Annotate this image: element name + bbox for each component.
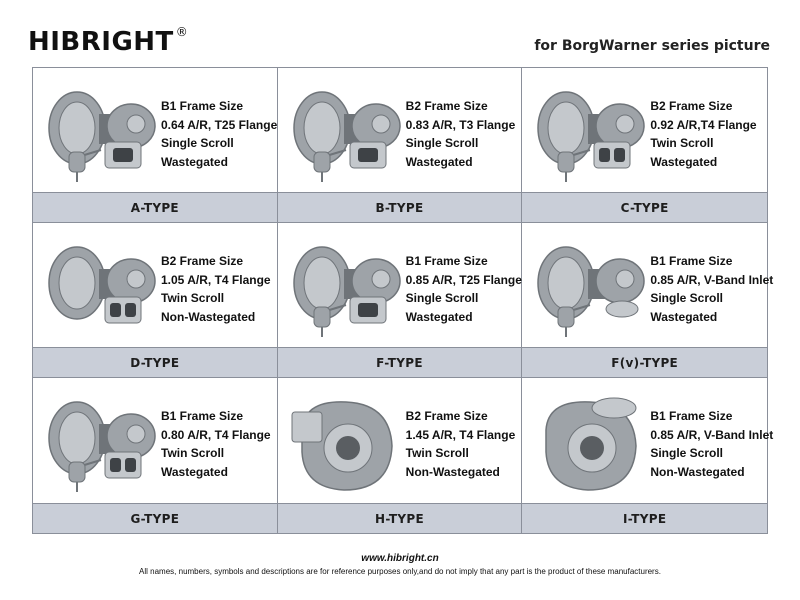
type-label: D-TYPE — [33, 347, 277, 377]
spec-line: B2 Frame Size — [650, 99, 733, 113]
spec-list — [406, 97, 516, 171]
product-body — [33, 223, 277, 347]
spec-line: Wastegated — [650, 309, 718, 324]
type-label: F(v)-TYPE — [522, 347, 767, 377]
spec-line: Single Scroll — [650, 446, 724, 460]
type-label: A-TYPE — [33, 192, 277, 222]
product-body — [522, 223, 774, 347]
product-body — [278, 68, 522, 192]
spec-list — [650, 252, 773, 326]
product-cell — [33, 223, 278, 378]
product-cell — [522, 378, 774, 533]
disclaimer-text: All names, numbers, symbols and descriptions are for reference purposes only,and do not imply that any part is the product of these manufacturers. — [139, 567, 661, 576]
spec-list — [161, 407, 271, 481]
spec-line: Wastegated — [405, 309, 473, 324]
turbo-image-icon — [286, 80, 406, 188]
spec-line: 0.80 A/R, T4 Flange — [161, 427, 271, 442]
spec-line: Wastegated — [405, 154, 473, 169]
brand-logo — [28, 27, 188, 57]
product-grid — [32, 67, 774, 534]
website-link[interactable]: www.hibright.cn — [361, 553, 439, 564]
brand-name: HIBRIGHT — [28, 27, 174, 57]
spec-line: B1 Frame Size — [650, 409, 733, 423]
spec-line: Wastegated — [161, 154, 228, 169]
product-body — [522, 68, 767, 192]
turbo-image-icon — [286, 235, 406, 343]
spec-line: Single Scroll — [405, 291, 479, 305]
spec-line: Non-Wastegated — [405, 464, 500, 479]
spec-line: 0.85 A/R, V-Band Inlet — [650, 272, 774, 287]
spec-line: Twin Scroll — [650, 136, 714, 150]
product-cell — [278, 378, 523, 533]
turbo-image-icon — [530, 235, 650, 343]
spec-line: 1.05 A/R, T4 Flange — [161, 272, 271, 287]
spec-line: 0.85 A/R, T25 Flange — [405, 272, 522, 287]
spec-line: Twin Scroll — [405, 446, 469, 460]
type-label: G-TYPE — [33, 503, 277, 533]
spec-list — [650, 97, 756, 171]
spec-line: B1 Frame Size — [650, 254, 733, 268]
turbo-image-icon — [41, 80, 161, 188]
spec-line: 0.64 A/R, T25 Flange — [161, 117, 278, 132]
product-body — [522, 378, 774, 503]
product-cell — [522, 223, 774, 378]
spec-list — [406, 407, 516, 481]
spec-line: Twin Scroll — [161, 291, 225, 305]
type-label: F-TYPE — [278, 347, 522, 377]
spec-line: 1.45 A/R, T4 Flange — [405, 427, 516, 442]
product-body — [33, 68, 277, 192]
product-body — [278, 378, 522, 503]
spec-line: Single Scroll — [405, 136, 479, 150]
spec-list — [161, 252, 271, 326]
trademark-symbol: ® — [175, 25, 189, 40]
spec-line: 0.92 A/R,T4 Flange — [650, 117, 757, 132]
spec-line: Single Scroll — [161, 136, 234, 150]
spec-line: B1 Frame Size — [405, 254, 488, 268]
product-cell — [33, 68, 278, 223]
spec-list — [650, 407, 773, 481]
spec-line: B2 Frame Size — [405, 409, 488, 423]
turbo-image-icon — [286, 390, 406, 498]
turbo-image-icon — [530, 390, 650, 498]
spec-line: B1 Frame Size — [161, 99, 244, 113]
spec-list — [161, 97, 277, 171]
spec-line: Wastegated — [650, 154, 718, 169]
type-label: B-TYPE — [278, 192, 522, 222]
turbo-image-icon — [41, 390, 161, 498]
type-label: I-TYPE — [522, 503, 767, 533]
spec-line: Wastegated — [161, 464, 228, 479]
spec-line: Non-Wastegated — [161, 309, 256, 324]
spec-line: 0.83 A/R, T3 Flange — [405, 117, 516, 132]
product-body — [278, 223, 522, 347]
spec-line: Single Scroll — [650, 291, 724, 305]
spec-line: B2 Frame Size — [161, 254, 244, 268]
turbo-image-icon — [530, 80, 650, 188]
spec-line: Twin Scroll — [161, 446, 225, 460]
spec-line: Non-Wastegated — [650, 464, 745, 479]
turbo-image-icon — [41, 235, 161, 343]
spec-line: 0.85 A/R, V-Band Inlet — [650, 427, 774, 442]
spec-line: B2 Frame Size — [405, 99, 488, 113]
type-label: C-TYPE — [522, 192, 767, 222]
spec-line: B1 Frame Size — [161, 409, 244, 423]
page-subtitle: for BorgWarner series picture — [534, 38, 770, 54]
product-cell — [278, 223, 523, 378]
product-cell — [278, 68, 523, 223]
product-body — [33, 378, 277, 503]
product-cell — [522, 68, 767, 223]
type-label: H-TYPE — [278, 503, 522, 533]
product-cell — [33, 378, 278, 533]
spec-list — [406, 252, 522, 326]
